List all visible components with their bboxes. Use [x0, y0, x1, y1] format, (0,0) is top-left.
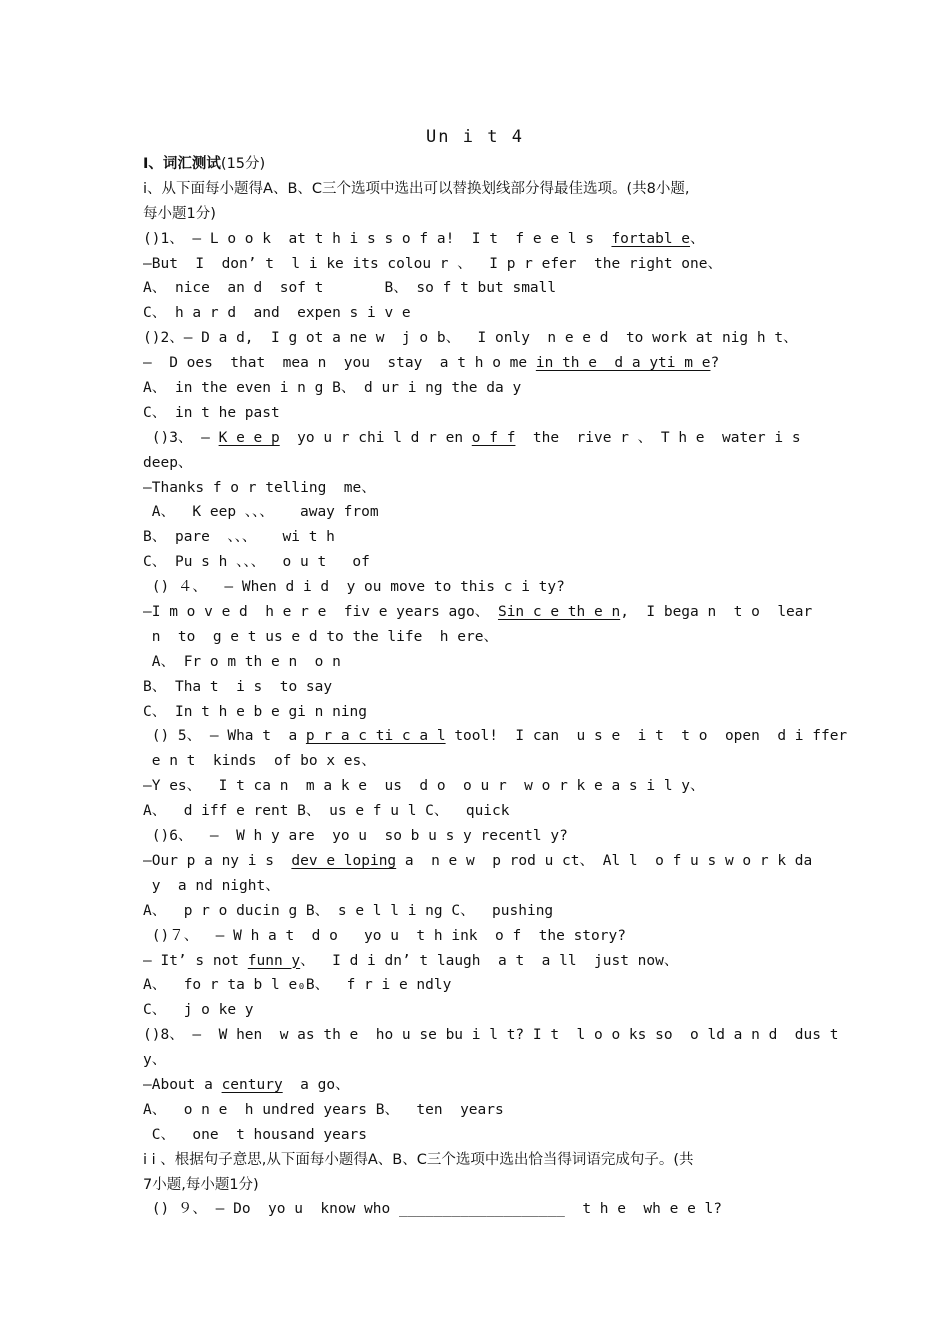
q3-stem-end: the rive r 、 T h e water i s — [515, 429, 801, 446]
q8-stem-cont: y、 — [143, 1052, 167, 1069]
q7-reply — [143, 949, 813, 974]
q8-reply — [143, 1073, 813, 1098]
q3-underlined-1: K e e p — [218, 429, 280, 446]
q4-option-a: A、 Fr o m th e n o n — [143, 653, 341, 670]
q1-stem-text: ()1、 — L o o k at t h i s s o f a! I t f e e l s — [143, 230, 612, 247]
q6-reply-cont: y a nd night、 — [143, 877, 280, 894]
q4-reply-cont: n to g e t us e d to the life h ere、 — [143, 628, 498, 645]
q5-stem-text: () 5、 — Wha t a — [143, 728, 306, 745]
q5-options: A、 d iff e rent B、 us e f u l C、 quick — [143, 803, 510, 820]
q6-underlined: dev e loping — [291, 852, 397, 869]
q1-stem-end: 、 — [690, 230, 705, 247]
q1-stem — [143, 227, 813, 252]
q8-option-c: C、 one t housand years — [143, 1126, 368, 1143]
part1-intro-cont: 每小题1分) — [143, 205, 216, 222]
q3-stem-text: ()3、 — — [143, 429, 219, 446]
q2-reply-text: — D oes that mea n you stay a t h o me — [143, 355, 536, 372]
q9-stem-text: () ９、 — Do yo u know who — [143, 1201, 399, 1218]
q6-reply-text: —Our p a ny i s — [143, 852, 292, 869]
q3-option-a: A、 K eep 、、、 away from — [143, 504, 379, 521]
q5-stem — [143, 724, 848, 749]
q9-stem — [143, 1197, 813, 1222]
q7-underlined: funn y — [247, 952, 301, 969]
q8-reply-end: a go、 — [282, 1076, 350, 1093]
q3-stem-cont: deep、 — [143, 454, 193, 471]
q5-stem-end: tool! I can u s e i t t o open d i ffer — [445, 728, 848, 745]
q2-stem: ()2、— D a d, I g ot a ne w j o b、 I only n e e d to work at nig h t、 — [143, 330, 798, 347]
q5-reply: —Y es、 I t ca n m a k e us d o o u r w o r k e a s i l y、 — [143, 778, 705, 795]
q6-stem: ()6、 — W h y are yo u so b u s y recentl y? — [143, 828, 568, 845]
q3-option-c: C、 Pu s h 、、、 o u t of — [143, 554, 370, 571]
q7-options-ab: A、 fo r ta b l e₀B、 f r i e ndly — [143, 977, 452, 994]
q5-underlined: p r a c ti c a l — [305, 728, 446, 745]
q2-reply-end: ? — [710, 355, 720, 372]
q4-reply-text: —I m o v e d h e r e fiv e years ago、 — [143, 604, 498, 621]
q8-reply-text: —About a — [143, 1076, 222, 1093]
q3-stem-mid: yo u r chi l d r en — [279, 429, 472, 446]
q3-stem — [143, 426, 813, 451]
q3-reply: —Thanks f o r telling me、 — [143, 479, 376, 496]
part2-intro: i i 、根据句子意思,从下面每小题得A、B、C三个选项中选出恰当得词语完成句子。(共 — [143, 1151, 694, 1168]
q2-reply — [143, 351, 813, 376]
q7-option-c: C、 j o ke y — [143, 1002, 254, 1019]
q4-option-b: B、 Tha t i s to say — [143, 678, 333, 695]
q4-reply-end: , I bega n t o lear — [620, 604, 813, 621]
q3-underlined-2: o f f — [471, 429, 516, 446]
q2-options-ab: A、 in the even i n g B、 d ur i ng the da y — [143, 380, 522, 397]
q9-answer-blank[interactable]: ___________________ — [398, 1201, 565, 1218]
q2-underlined: in th e d a yti m e — [535, 355, 711, 372]
q1-option-c: C、 h a r d and expen s i v e — [143, 305, 411, 322]
q8-options-ab: A、 o n e h undred years B、 ten years — [143, 1101, 504, 1118]
q7-reply-text: — It’ s not — [143, 952, 248, 969]
q2-option-c: C、 in t he past — [143, 404, 280, 421]
section-heading-text: Ⅰ、词汇测试 — [143, 156, 221, 172]
q6-options: A、 p r o ducin g B、 s e l l i ng C、 pushing — [143, 902, 554, 919]
q5-stem-cont: e n t kinds of bo x es、 — [143, 753, 376, 770]
q6-reply — [143, 849, 813, 874]
q8-stem: ()8、 — W hen w as th e ho u se bu i l t? I t l o o ks so o ld a n d dus t — [143, 1027, 839, 1044]
q1-reply: —But I don’ t l i ke its colou r 、 I p r efer the right one、 — [143, 255, 722, 272]
q3-option-b: B、 pare 、、、 wi t h — [143, 529, 335, 546]
section-heading — [143, 152, 813, 177]
page-title: Un i t 4 — [426, 127, 524, 147]
part1-intro: i、从下面每小题得A、B、C三个选项中选出可以替换划线部分得最佳选项。(共8小题, — [143, 180, 690, 197]
q7-reply-end: 、 I d i dn’ t laugh a t a ll just now、 — [300, 952, 679, 969]
q6-reply-end: a n e w p rod u ct、 Al l o f u s w o r k da — [396, 852, 813, 869]
q7-stem: ()７、 — W h a t d o yo u t h ink o f the story? — [143, 927, 626, 944]
part2-intro-cont: 7小题,每小题1分) — [143, 1176, 259, 1193]
q1-options-ab: A、 nice an d sof t B、 so f t but small — [143, 280, 557, 297]
section-score: (15分) — [220, 156, 266, 172]
q4-stem: () ４、 — When d i d y ou move to this c i ty? — [143, 579, 565, 596]
q4-reply — [143, 600, 813, 625]
question-lines — [143, 152, 848, 1222]
q4-underlined: Sin c e th e n — [497, 604, 621, 621]
q4-option-c: C、 In t h e b e gi n ning — [143, 703, 368, 720]
q9-stem-end: t h e wh e e l? — [564, 1201, 722, 1218]
q1-underlined: fortabl e — [611, 230, 691, 247]
q8-underlined: century — [221, 1076, 283, 1093]
